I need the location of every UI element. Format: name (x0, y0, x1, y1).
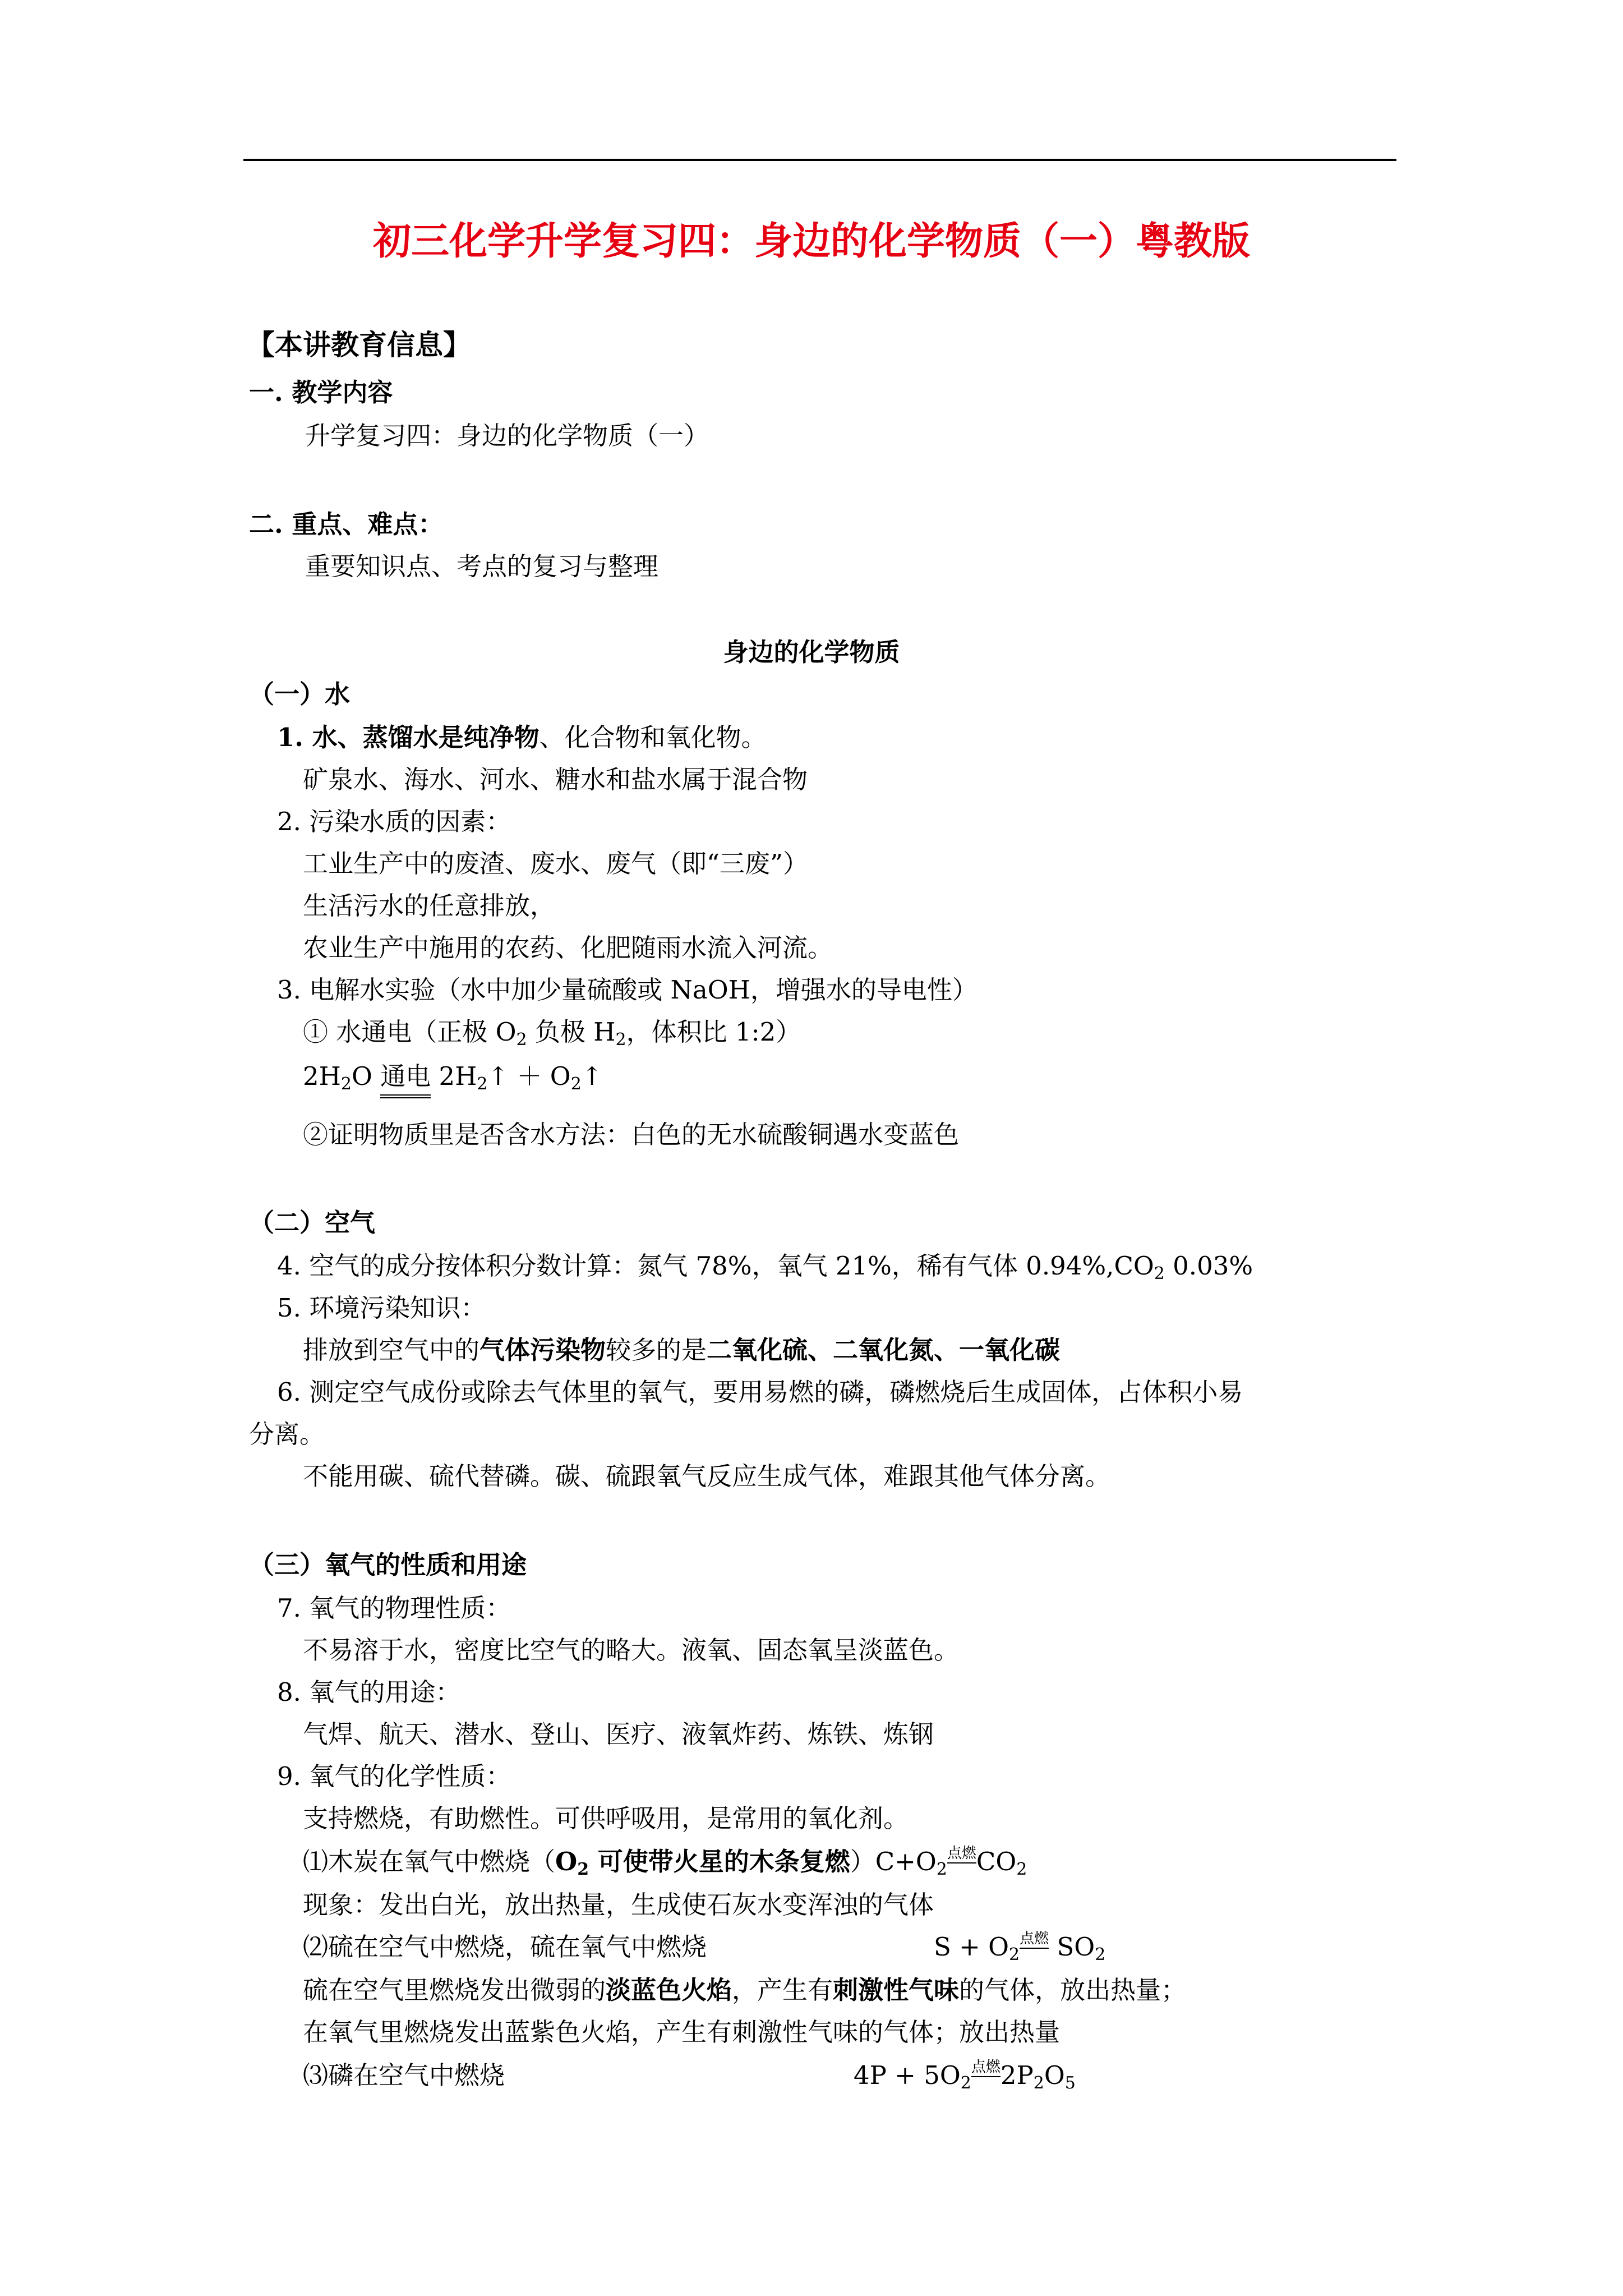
text-run: 4P + 5O (854, 2060, 961, 2090)
text-run: ，产生有 (732, 1975, 833, 2005)
item-8-a: 气焊、航天、潜水、登山、医疗、液氧炸药、炼铁、炼钢 (303, 1719, 934, 1749)
text-run: 2H (431, 1061, 477, 1091)
reaction-2: ⑵硫在空气中燃烧，硫在氧气中燃烧 (303, 1932, 707, 1962)
subscript: 2 (477, 1074, 488, 1094)
equation-condition: 通电 (380, 1061, 431, 1098)
text-run: 的气体，放出热量； (959, 1975, 1187, 2005)
text-run: 4. 空气的成分按体积分数计算：氮气 78%，氧气 21%，稀有气体 0.94%,CO (277, 1251, 1154, 1281)
item-5-a (303, 1331, 1060, 1370)
text-run: 负极 H (527, 1017, 616, 1047)
text-run: CO (976, 1847, 1017, 1876)
subscript: 5 (1064, 2073, 1076, 2093)
section-2-heading: 二. 重点、难点： (249, 509, 444, 539)
bold-text: 刺激性气味 (833, 1975, 960, 2005)
reaction-2-equation (934, 1927, 1105, 1967)
section-1-body: 升学复习四：身边的化学物质（一） (305, 421, 709, 450)
text-run: 0.03% (1164, 1251, 1253, 1281)
item-6-continued: 分离。 (249, 1419, 325, 1449)
info-header: 【本讲教育信息】 (247, 328, 471, 361)
item-5: 5. 环境污染知识： (277, 1293, 486, 1323)
text-run: O (1044, 2060, 1065, 2090)
main-heading: 身边的化学物质 (723, 637, 900, 667)
reaction-2-observation-air (303, 1971, 1186, 2010)
subscript: 2 (340, 1074, 352, 1094)
text-run: ① 水通电（正极 O (303, 1017, 517, 1047)
item-6: 6. 测定空气成份或除去气体里的氧气，要用易燃的磷，磷燃烧后生成固体，占体积小易 (277, 1377, 1243, 1407)
water-heading: （一）水 (249, 679, 351, 709)
subscript: 2 (1016, 1860, 1027, 1879)
air-heading: （二）空气 (249, 1208, 376, 1237)
text-run: 硫在空气里燃烧发出微弱的 (303, 1975, 606, 2005)
item-3-a (303, 1013, 801, 1052)
item-6-b: 不能用碳、硫代替磷。碳、硫跟氧气反应生成气体，难跟其他气体分离。 (303, 1461, 1111, 1491)
item-1-detail: 矿泉水、海水、河水、糖水和盐水属于混合物 (303, 765, 808, 794)
text-run: ↑ (581, 1061, 603, 1091)
item-2-c: 农业生产中施用的农药、化肥随雨水流入河流。 (303, 933, 833, 963)
item-9: 9. 氧气的化学性质： (277, 1761, 511, 1791)
item-3-b: ②证明物质里是否含水方法：白色的无水硫酸铜遇水变蓝色 (303, 1120, 960, 1149)
text-run: 排放到空气中的 (303, 1335, 480, 1365)
subscript: 2 (1095, 1945, 1106, 1964)
subscript: 2 (615, 1030, 626, 1050)
text-run: S + O (934, 1932, 1009, 1962)
oxygen-heading: （三）氧气的性质和用途 (249, 1550, 527, 1580)
header-rule (243, 159, 1396, 161)
item-7-a: 不易溶于水，密度比空气的略大。液氧、固态氧呈淡蓝色。 (303, 1635, 960, 1665)
reaction-1-observation: 现象：发出白光，放出热量，生成使石灰水变浑浊的气体 (303, 1890, 934, 1920)
reaction-3: ⑶磷在空气中燃烧 (303, 2060, 505, 2090)
item-3: 3. 电解水实验（水中加少量硫酸或 NaOH，增强水的导电性） (277, 975, 978, 1005)
item-7: 7. 氧气的物理性质： (277, 1593, 511, 1623)
item-4 (277, 1246, 1253, 1286)
subscript: 2 (570, 1074, 582, 1094)
text-run: 较多的是 (606, 1335, 707, 1365)
item-9-a: 支持燃烧，有助燃性。可供呼吸用，是常用的氧化剂。 (303, 1803, 909, 1833)
document-title: 初三化学升学复习四：身边的化学物质（一）粤教版 (372, 219, 1250, 264)
section-2-body: 重要知识点、考点的复习与整理 (305, 551, 659, 581)
text-run: 2H (303, 1061, 341, 1091)
subscript: 2 (960, 2073, 971, 2093)
text-run: ）C+O (850, 1847, 937, 1876)
subscript: 2 (1154, 1264, 1165, 1283)
item-1-bold: 1. 水、蒸馏水是纯净物 (277, 723, 540, 752)
reaction-1 (303, 1842, 1027, 1881)
reaction-3-equation (854, 2056, 1076, 2095)
item-2-a: 工业生产中的废渣、废水、废气（即“三废”） (303, 849, 809, 878)
subscript: 2 (936, 1860, 947, 1879)
electrolysis-equation (303, 1057, 603, 1096)
text-run: SO (1049, 1932, 1095, 1962)
section-1-heading: 一. 教学内容 (249, 378, 393, 407)
subscript: 2 (577, 1860, 589, 1879)
item-2: 2. 污染水质的因素： (277, 807, 511, 836)
item-2-b: 生活污水的任意排放， (303, 891, 556, 921)
equation-condition: 点燃 (947, 1845, 976, 1862)
item-8: 8. 氧气的用途： (277, 1677, 461, 1707)
text-run: ↑ ＋ O (487, 1061, 571, 1091)
subscript: 2 (1033, 2073, 1044, 2093)
bold-text: 可使带火星的木条复燃 (589, 1847, 850, 1876)
bold-text: 气体污染物 (479, 1335, 606, 1365)
text-run: 2P (1000, 2060, 1034, 2090)
subscript: 2 (516, 1030, 527, 1050)
bold-text: 淡蓝色火焰 (606, 1975, 732, 2005)
text-run: O (351, 1061, 381, 1091)
subscript: 2 (1009, 1945, 1020, 1964)
item-1-rest: 、化合物和氧化物。 (539, 723, 767, 752)
bold-text: 二氧化硫、二氧化氮、一氧化碳 (707, 1335, 1061, 1365)
bold-text: O (555, 1847, 578, 1876)
item-1 (277, 718, 767, 757)
equation-condition: 点燃 (971, 2059, 1000, 2076)
reaction-2-observation-oxygen: 在氧气里燃烧发出蓝紫色火焰，产生有刺激性气味的气体；放出热量 (303, 2017, 1061, 2047)
text-run: ⑴木炭在氧气中燃烧（ (303, 1847, 556, 1876)
text-run: ，体积比 1:2） (626, 1017, 801, 1047)
equation-condition: 点燃 (1020, 1930, 1049, 1947)
